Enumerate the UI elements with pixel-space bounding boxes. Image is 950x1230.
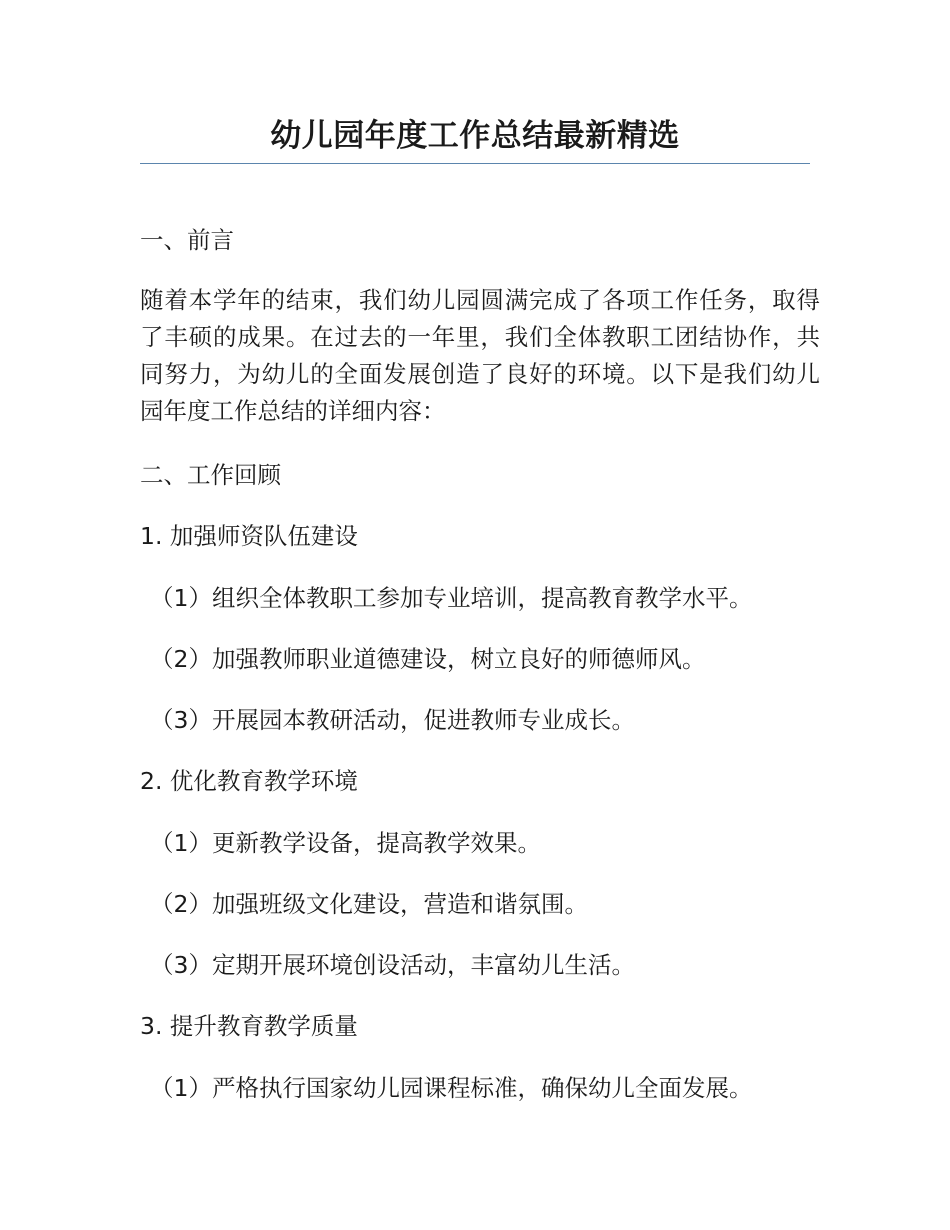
list-item: （2）加强班级文化建设，营造和谐氛围。 [150, 890, 588, 918]
subheading-3: 3. 提升教育教学质量 [140, 1012, 358, 1040]
section-heading-intro: 一、前言 [140, 226, 234, 254]
subheading-2: 2. 优化教育教学环境 [140, 767, 358, 795]
section-heading-review: 二、工作回顾 [140, 461, 281, 489]
list-item: （1）组织全体教职工参加专业培训，提高教育教学水平。 [150, 584, 753, 612]
list-item: （1）更新教学设备，提高教学效果。 [150, 829, 541, 857]
list-item: （1）严格执行国家幼儿园课程标准，确保幼儿全面发展。 [150, 1074, 753, 1102]
list-item: （3）开展园本教研活动，促进教师专业成长。 [150, 706, 635, 734]
subheading-1: 1. 加强师资队伍建设 [140, 522, 358, 550]
document-title: 幼儿园年度工作总结最新精选 [270, 118, 680, 154]
list-item: （2）加强教师职业道德建设，树立良好的师德师风。 [150, 645, 706, 673]
intro-paragraph: 随着本学年的结束，我们幼儿园圆满完成了各项工作任务，取得了丰硕的成果。在过去的一年里，我们全体教职工团结协作，共同努力，为幼儿的全面发展创造了良好的环境。以下是我们幼儿园年度工作总结的详细内容： [140, 286, 820, 425]
list-item: （3）定期开展环境创设活动，丰富幼儿生活。 [150, 951, 635, 979]
title-underline [140, 163, 810, 164]
